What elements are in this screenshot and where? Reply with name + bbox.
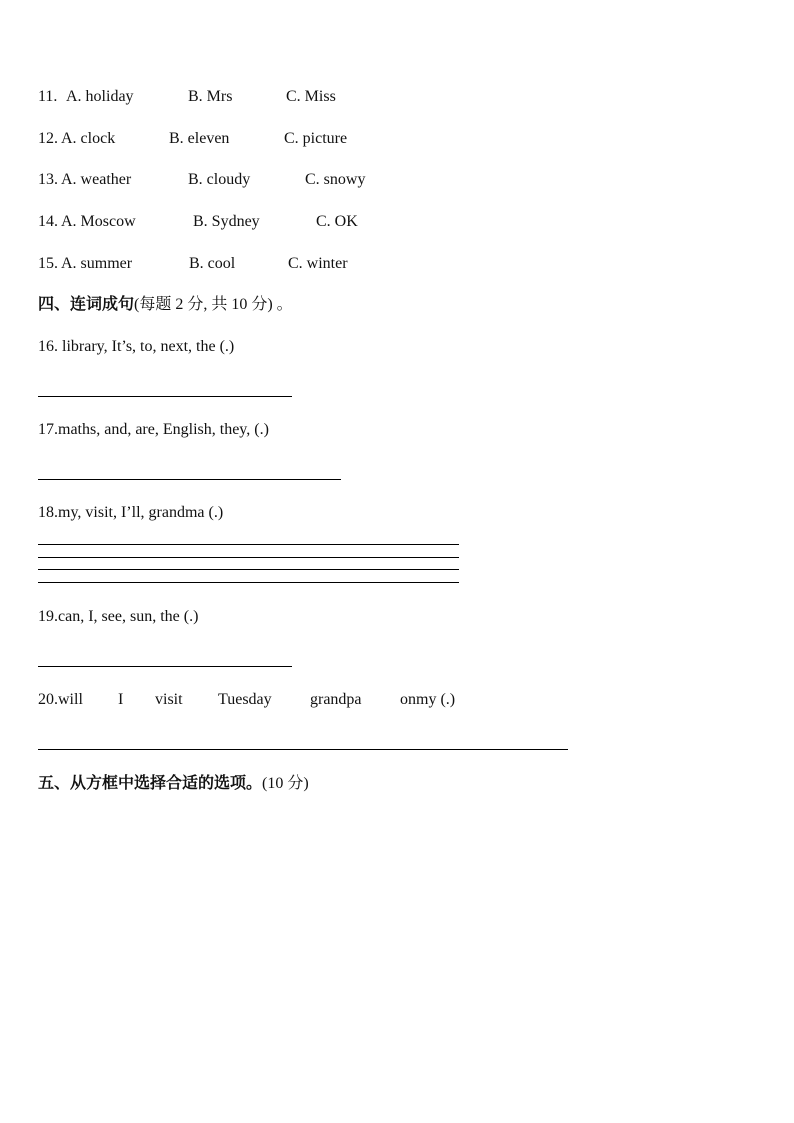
scrambled-word: grandpa [310,691,362,708]
scrambled-words: library, It’s, to, next, the (.) [58,338,235,355]
answer-line[interactable] [38,544,459,545]
option-a: A. Moscow [61,213,136,230]
answer-line[interactable] [38,557,459,558]
answer-line[interactable] [38,749,568,750]
scrambled-words: can, I, see, sun, the (.) [58,608,199,625]
question-number: 20. [38,691,58,708]
option-b: B. Sydney [193,213,260,230]
option-b: B. cloudy [188,171,251,188]
answer-line[interactable] [38,666,292,667]
option-b: B. Mrs [188,88,233,105]
option-c: C. OK [316,213,358,230]
question-13 [38,170,366,190]
option-a: A. holiday [66,88,134,105]
question-number: 19. [38,608,58,625]
scrambled-word: onmy (.) [400,691,456,708]
scrambled-word: visit [155,691,183,708]
question-15 [38,254,348,274]
answer-line[interactable] [38,396,292,397]
section-4-points: (每题 2 分, 共 10 分) 。 [134,296,293,313]
question-12 [38,129,348,149]
option-c: C. winter [288,255,348,272]
scrambled-word: I [118,691,124,708]
question-18 [38,503,223,523]
question-20 [38,690,456,710]
section-5-heading [38,773,309,794]
question-11 [38,87,336,107]
question-number: 11. [38,88,58,105]
question-number: 17. [38,421,58,438]
question-16 [38,337,234,357]
answer-line[interactable] [38,569,459,570]
question-number: 13. [38,171,58,188]
section-5-title: 五、从方框中选择合适的选项。 [38,773,263,792]
option-c: C. Miss [286,88,336,105]
question-number: 14. [38,213,58,230]
option-a: A. weather [61,171,132,188]
section-5-points: (10 分) [262,775,309,792]
question-14 [38,212,358,232]
question-number: 12. [38,130,58,147]
question-17 [38,420,269,440]
answer-line[interactable] [38,479,341,480]
section-4-title: 四、连词成句 [38,294,135,313]
scrambled-words: maths, and, are, English, they, (.) [58,421,269,438]
question-number: 18. [38,504,58,521]
question-number: 15. [38,255,58,272]
question-number: 16. [38,338,58,355]
option-a: A. clock [61,130,116,147]
option-b: B. eleven [169,130,230,147]
section-4-heading [38,294,293,315]
option-c: C. picture [284,130,348,147]
question-19 [38,607,198,627]
scrambled-word: Tuesday [218,691,272,708]
scrambled-words: my, visit, I’ll, grandma (.) [58,504,224,521]
option-b: B. cool [189,255,236,272]
option-c: C. snowy [305,171,366,188]
option-a: A. summer [61,255,133,272]
scrambled-word: will [58,691,83,708]
answer-line[interactable] [38,582,459,583]
